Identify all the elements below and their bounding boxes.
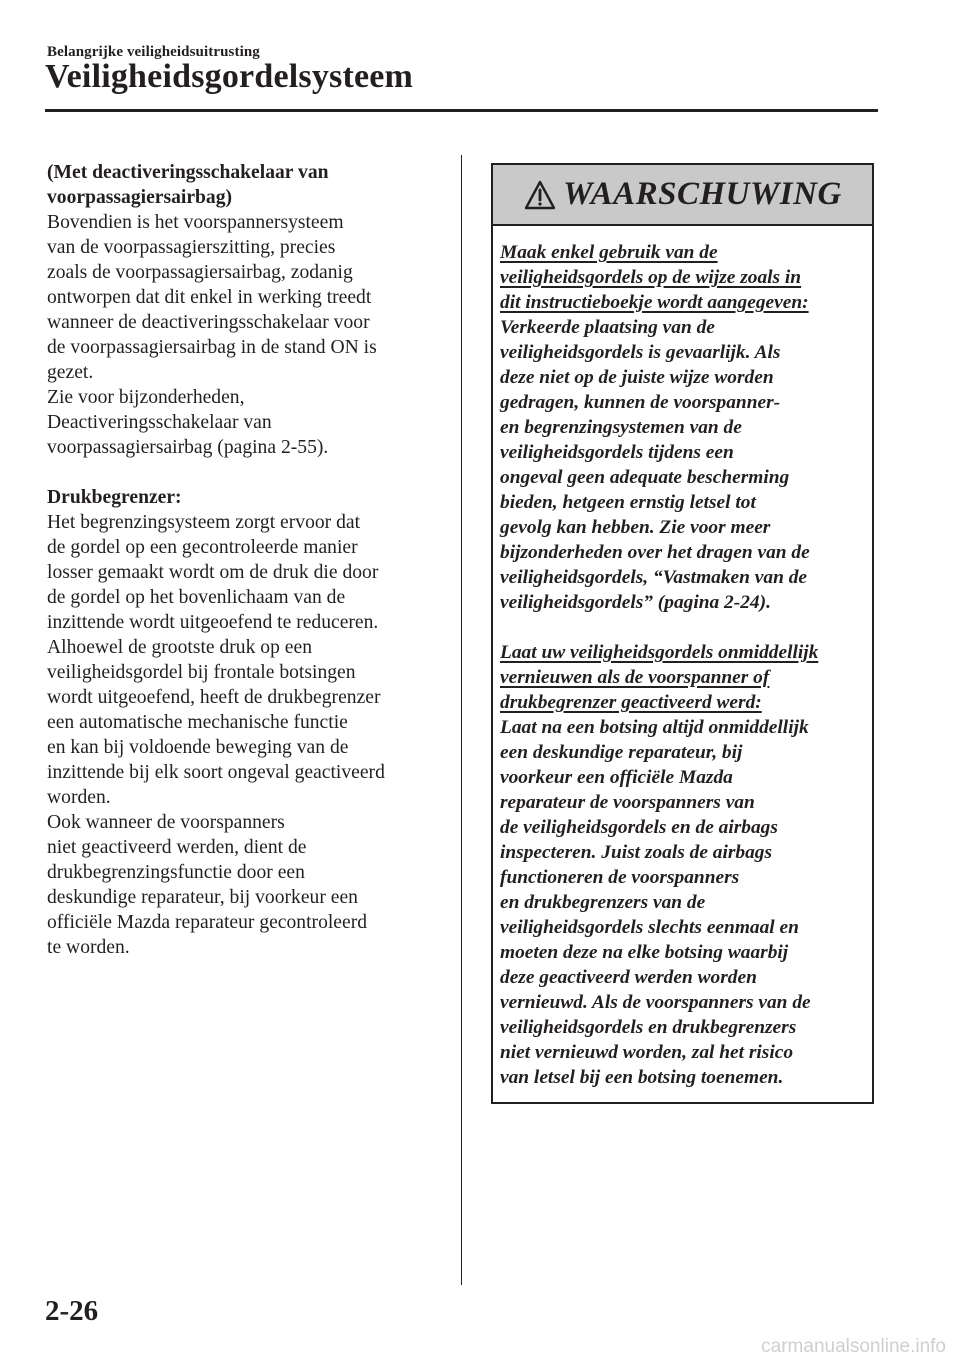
warning-heading-correct-use	[500, 240, 864, 315]
text-line: deze niet op de juiste wijze worden	[500, 367, 774, 388]
text-line: veiligheidsgordels op de wijze zoals in	[500, 267, 802, 288]
text-line: drukbegrenzer geactiveerd werd:	[500, 692, 762, 713]
text-line: bieden, hetgeen ernstig letsel tot	[500, 492, 756, 513]
text-line: ontworpen dat dit enkel in werking treedt	[47, 287, 372, 308]
text-line: een deskundige reparateur, bij	[500, 742, 743, 763]
spacer	[47, 460, 447, 485]
text-line: van de voorpassagierszitting, precies	[47, 237, 336, 258]
text-line: officiële Mazda reparateur gecontroleerd	[47, 912, 368, 933]
text-line: inzittende bij elk soort ongeval geactiveerd	[47, 762, 385, 783]
text-line: moeten deze na elke botsing waarbij	[500, 942, 789, 963]
text-line: en begrenzingsystemen van de	[500, 417, 742, 438]
text-line: veiligheidsgordels, “Vastmaken van de	[500, 567, 808, 588]
warning-header	[493, 165, 872, 226]
text-line: Bovendien is het voorspannersysteem	[47, 212, 344, 233]
text-line: deskundige reparateur, bij voorkeur een	[47, 887, 358, 908]
text-line: Laat uw veiligheidsgordels onmiddellijk	[500, 642, 819, 663]
warning-triangle-icon	[523, 179, 557, 211]
text-line: wanneer de deactiveringsschakelaar voor	[47, 312, 370, 333]
watermark: carmanualsonline.info	[761, 1336, 946, 1357]
text-line: veiligheidsgordels” (pagina 2-24).	[500, 592, 771, 613]
warning-heading-replace	[500, 640, 864, 715]
text-line: reparateur de voorspanners van	[500, 792, 755, 813]
paragraph-load-limiter	[47, 510, 447, 960]
section-label: Belangrijke veiligheidsuitrusting	[47, 44, 260, 60]
text-line: ongeval geen adequate bescherming	[500, 467, 790, 488]
text-line: Het begrenzingsysteem zorgt ervoor dat	[47, 512, 361, 533]
heading-airbag-switch	[47, 160, 447, 210]
text-line: functioneren de voorspanners	[500, 867, 740, 888]
text-line: (Met deactiveringsschakelaar van	[47, 162, 329, 183]
text-line: de voorpassagiersairbag in de stand ON is	[47, 337, 377, 358]
text-line: dit instructieboekje wordt aangegeven:	[500, 292, 809, 313]
text-line: de gordel op het bovenlichaam van de	[47, 587, 346, 608]
paragraph-pretensioner	[47, 210, 447, 460]
text-line: vernieuwd. Als de voorspanners van de	[500, 992, 811, 1013]
text-line: Zie voor bijzonderheden,	[47, 387, 245, 408]
text-line: voorpassagiersairbag)	[47, 187, 233, 208]
warning-box	[491, 163, 874, 1104]
text-line: worden.	[47, 787, 111, 808]
text-line: en drukbegrenzers van de	[500, 892, 706, 913]
text-line: voorpassagiersairbag (pagina 2-55).	[47, 437, 329, 458]
text-line: zoals de voorpassagiersairbag, zodanig	[47, 262, 353, 283]
text-line: veiligheidsgordel bij frontale botsingen	[47, 662, 356, 683]
text-line: Deactiveringsschakelaar van	[47, 412, 272, 433]
text-line: Alhoewel de grootste druk op een	[47, 637, 312, 658]
text-line: niet geactiveerd werden, dient de	[47, 837, 307, 858]
text-line: veiligheidsgordels en drukbegrenzers	[500, 1017, 797, 1038]
text-line: veiligheidsgordels slechts eenmaal en	[500, 917, 799, 938]
spacer	[500, 615, 864, 640]
heading-load-limiter: Drukbegrenzer:	[47, 487, 182, 508]
text-line: Laat na een botsing altijd onmiddellijk	[500, 717, 809, 738]
title-rule	[45, 109, 878, 112]
warning-text-correct-use	[500, 315, 864, 615]
text-line: en kan bij voldoende beweging van de	[47, 737, 349, 758]
text-line: de veiligheidsgordels en de airbags	[500, 817, 778, 838]
column-divider	[461, 155, 462, 1285]
warning-title: WAARSCHUWING	[563, 176, 842, 212]
chapter-title: Veiligheidsgordelsysteem	[45, 58, 414, 95]
text-line: Maak enkel gebruik van de	[500, 242, 718, 263]
text-line: bijzonderheden over het dragen van de	[500, 542, 810, 563]
left-column	[47, 160, 447, 960]
warning-body	[493, 226, 872, 1090]
text-line: te worden.	[47, 937, 130, 958]
text-line: de gordel op een gecontroleerde manier	[47, 537, 358, 558]
text-line: inzittende wordt uitgeoefend te reduceren.	[47, 612, 379, 633]
text-line: niet vernieuwd worden, zal het risico	[500, 1042, 794, 1063]
text-line: een automatische mechanische functie	[47, 712, 348, 733]
text-line: losser gemaakt wordt om de druk die door	[47, 562, 379, 583]
text-line: wordt uitgeoefend, heeft de drukbegrenzer	[47, 687, 381, 708]
text-line: gevolg kan hebben. Zie voor meer	[500, 517, 771, 538]
text-line: gezet.	[47, 362, 94, 383]
warning-text-replace	[500, 715, 864, 1090]
text-line: veiligheidsgordels tijdens een	[500, 442, 734, 463]
text-line: Ook wanneer de voorspanners	[47, 812, 285, 833]
text-line: voorkeur een officiële Mazda	[500, 767, 733, 788]
page-number: 2-26	[45, 1295, 99, 1327]
text-line: veiligheidsgordels is gevaarlijk. Als	[500, 342, 781, 363]
text-line: drukbegrenzingsfunctie door een	[47, 862, 305, 883]
text-line: vernieuwen als de voorspanner of	[500, 667, 770, 688]
text-line: deze geactiveerd werden worden	[500, 967, 757, 988]
text-line: Verkeerde plaatsing van de	[500, 317, 715, 338]
text-line: inspecteren. Juist zoals de airbags	[500, 842, 773, 863]
text-line: van letsel bij een botsing toenemen.	[500, 1067, 784, 1088]
text-line: gedragen, kunnen de voorspanner-	[500, 392, 781, 413]
